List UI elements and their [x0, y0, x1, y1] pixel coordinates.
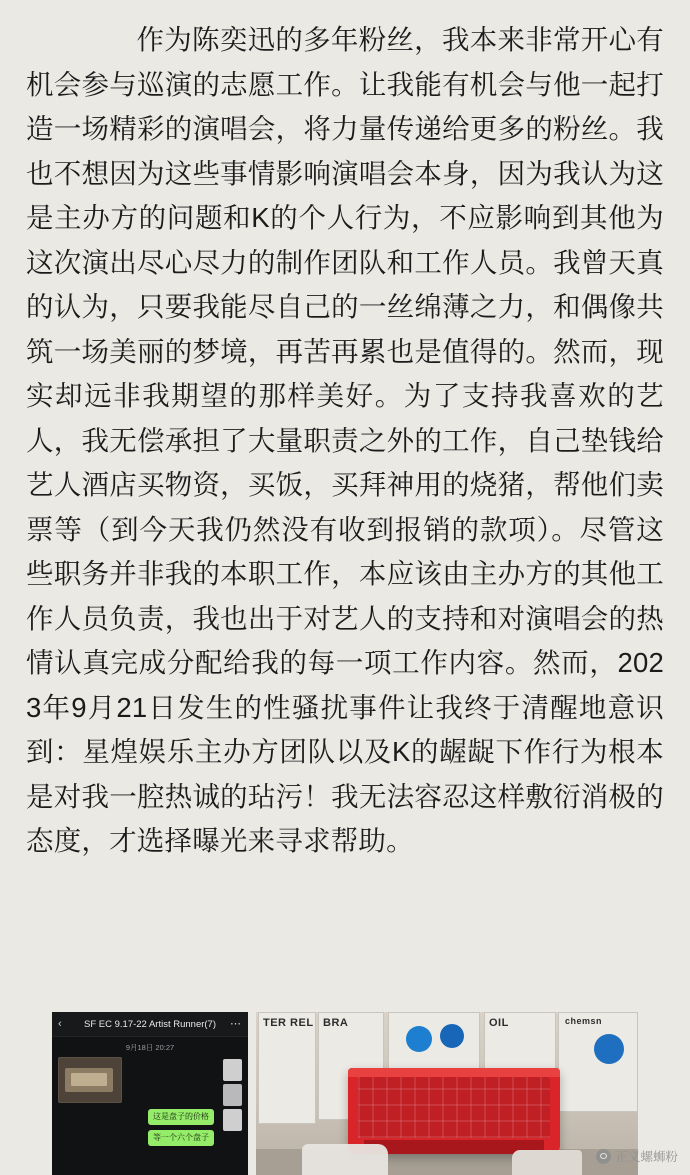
blue-circle-graphic	[440, 1024, 464, 1048]
carton-box	[258, 1012, 316, 1124]
blue-circle-graphic	[406, 1026, 432, 1052]
chat-message-list	[52, 1057, 248, 1146]
chat-topbar	[52, 1012, 248, 1037]
carton-box	[558, 1012, 638, 1112]
chevron-left-icon[interactable]: ‹	[58, 1017, 62, 1030]
chat-bubble-group	[58, 1109, 242, 1146]
chat-bubble: 这是盘子的价格	[148, 1109, 214, 1125]
chat-screenshot-image[interactable]	[52, 1012, 248, 1175]
watermark	[596, 1147, 678, 1165]
plastic-bag	[302, 1144, 388, 1175]
cart-photo-image[interactable]	[256, 1012, 638, 1175]
more-options-icon[interactable]: ⋯	[230, 1018, 242, 1030]
cart-rim	[348, 1068, 560, 1077]
chat-thumbnail[interactable]	[223, 1084, 242, 1106]
carton-label: OIL	[489, 1017, 509, 1029]
attachment-image-row	[52, 1012, 638, 1175]
cart-mesh	[358, 1077, 550, 1138]
watermark-text: 正义螺蛳粉	[615, 1150, 678, 1164]
shopping-cart-icon	[348, 1068, 560, 1154]
chat-thumbnail-strip	[223, 1059, 242, 1131]
chat-title: SF EC 9.17-22 Artist Runner(7)	[84, 1018, 216, 1030]
weibo-logo-icon	[596, 1149, 611, 1164]
chat-date-divider: 9月18日 20:27	[125, 1043, 175, 1052]
chat-thumbnail[interactable]	[223, 1109, 242, 1131]
blue-circle-graphic	[594, 1034, 624, 1064]
carton-label: TER REL	[263, 1017, 314, 1029]
chat-photo-message[interactable]	[58, 1057, 122, 1103]
plastic-bag	[512, 1150, 582, 1175]
article-paragraph: 作为陈奕迅的多年粉丝，我本来非常开心有机会参与巡演的志愿工作。让我能有机会与他一起打造一场精彩的演唱会，将力量传递给更多的粉丝。我也不想因为这些事情影响演唱会本身，因为我认为这是主办方的问题和K的个人行为，不应影响到其他为这次演出尽心尽力的制作团队和工作人员。我曾天真的认为，只要我能尽自己的一丝绵薄之力，和偶像共筑一场美丽的梦境，再苦再累也是值得的。然而，现实却远非我期望的那样美好。为了支持我喜欢的艺人，我无偿承担了大量职责之外的工作，自己垫钱给艺人酒店买物资，买饭，买拜神用的烧猪，帮他们卖票等（到今天我仍然没有收到报销的款项）。尽管这些职务并非我的本职工作，本应该由主办方的其他工作人员负责，我也出于对艺人的支持和对演唱会的热情认真完成分配给我的每一项工作内容。然而，2023年9月21日发生的性骚扰事件让我终于清醒地意识到：星煌娱乐主办方团队以及K的龌龊下作行为根本是对我一腔热诚的玷污！我无法容忍这样敷衍消极的态度，才选择曝光来寻求帮助。	[26, 24, 664, 856]
chat-thumbnail[interactable]	[223, 1059, 242, 1081]
carton-label: BRA	[323, 1017, 349, 1029]
cart-basket	[358, 1077, 550, 1138]
carton-label: chemsn	[565, 1016, 603, 1026]
chat-bubble: 等一个六个盘子	[148, 1130, 214, 1146]
